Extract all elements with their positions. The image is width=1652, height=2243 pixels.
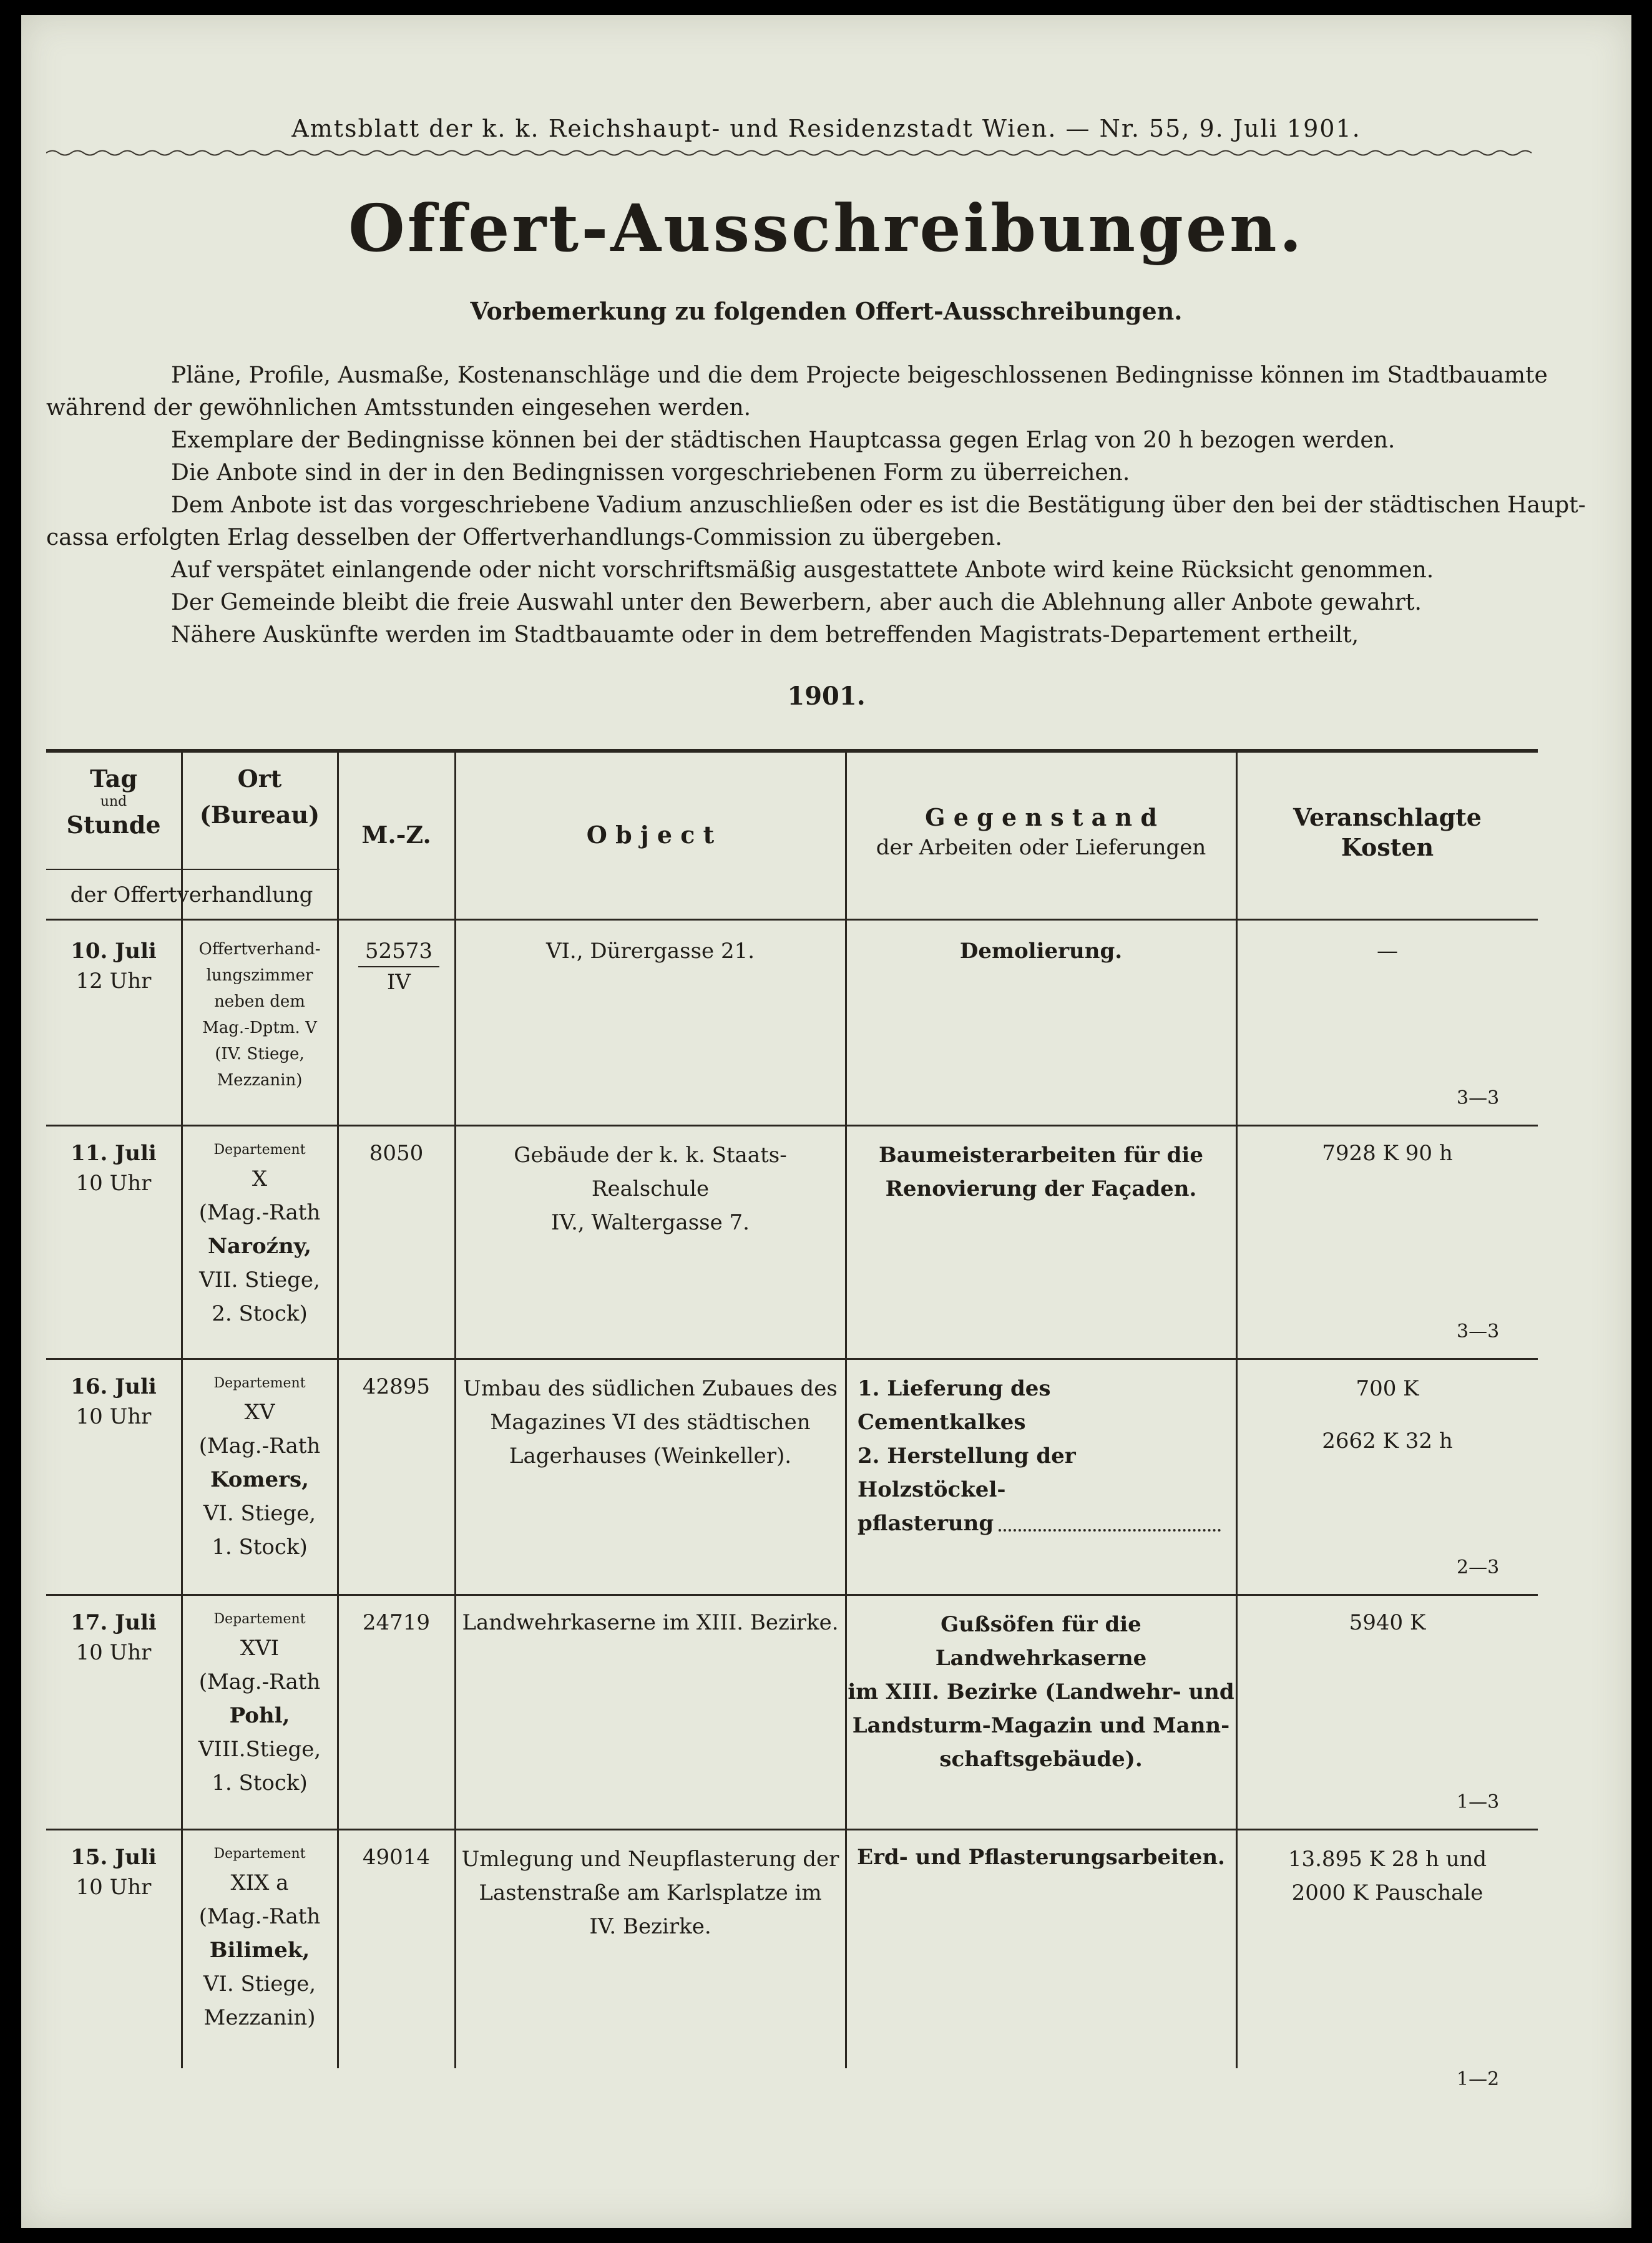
table-row-3-ref: 2—3: [1457, 1556, 1500, 1578]
ort-line: 1. Stock): [212, 1771, 308, 1796]
ort-line: XV: [244, 1400, 275, 1425]
table-row-5-gegenstand: Erd- und Pflasterungsarbeiten.: [857, 1845, 1225, 1870]
kosten-line: 2000 K Pauschale: [1291, 1880, 1483, 1905]
header-kosten-label-2: Kosten: [1341, 833, 1434, 861]
table-row-5-object: [456, 1842, 845, 1943]
table-row-2-ort: [182, 1138, 337, 1331]
ort-line: VIII.Stiege,: [198, 1737, 321, 1762]
header-gegenstand-label: G e g e n s t a n d: [925, 803, 1157, 831]
gegenstand-line: Baumeisterarbeiten für die: [879, 1143, 1203, 1168]
table-row-5-date: [46, 1842, 181, 1902]
table-row-3-kosten: [1237, 1372, 1538, 1458]
table-row-4-mz: 24719: [362, 1610, 431, 1635]
running-head: Amtsblatt der k. k. Reichshaupt- und Residenzstadt Wien. — Nr. 55, 9. Juli 1901.: [291, 115, 1361, 142]
object-line: Lastenstraße am Karlsplatze im: [479, 1880, 822, 1905]
header-gegenstand-sub: der Arbeiten oder Lieferungen: [876, 835, 1206, 860]
table-row-2-kosten: 7928 K 90 h: [1322, 1141, 1453, 1166]
row-rule: [46, 1358, 1538, 1360]
ort-line: (Mag.-Rath: [198, 1669, 321, 1694]
ort-line: (Mag.-Rath: [198, 1434, 321, 1459]
header-bottom-rule: [46, 919, 1538, 921]
table-row-3-gegenstand: [858, 1372, 1226, 1540]
table-row-3-date: [46, 1372, 181, 1432]
object-line: IV. Bezirke.: [589, 1914, 711, 1939]
header-offertverhandlung: der Offertverhandlung: [70, 882, 313, 907]
object-line: Magazines VI des städtischen: [490, 1410, 811, 1435]
header-und-label: und: [100, 794, 127, 809]
header-ort-label: Ort: [237, 765, 282, 793]
mz-sub: IV: [387, 970, 411, 995]
kosten-line: 13.895 K 28 h und: [1288, 1847, 1487, 1872]
header-sub-rule: [46, 869, 340, 870]
ort-line: VI. Stiege,: [203, 1501, 316, 1526]
table-row-2-object: [456, 1138, 845, 1239]
intro-p6: Der Gemeinde bleibt die freie Auswahl unter den Bewerbern, aber auch die Ablehnung aller Anbote gewahrt.: [171, 590, 1422, 615]
header-bureau-label: (Bureau): [199, 801, 320, 829]
table-row-4-ort: [182, 1608, 337, 1800]
table-row-1-mz: [358, 936, 439, 997]
row-time: 10 Uhr: [76, 1875, 152, 1900]
gegenstand-line: Landsturm-Magazin und Mann-: [852, 1713, 1230, 1738]
header-tag: [46, 764, 181, 840]
header-stunde-label: Stunde: [66, 811, 161, 839]
ort-line: Offertverhand-: [198, 940, 321, 959]
table-row-2-gegenstand: [846, 1138, 1236, 1206]
dot-leader: [999, 1507, 1221, 1532]
ort-line: XVI: [240, 1636, 280, 1661]
mz-value: 52573: [358, 936, 439, 967]
object-line: Lagerhauses (Weinkeller).: [509, 1444, 792, 1468]
row-date: 15. Juli: [71, 1845, 157, 1870]
table-row-1-object: VI., Dürergasse 21.: [545, 939, 755, 964]
ort-line: 1. Stock): [212, 1535, 308, 1560]
table-row-5-kosten: [1237, 1842, 1538, 1910]
page-title: Offert-Ausschreibungen.: [348, 190, 1304, 266]
header-mz: M.-Z.: [361, 821, 431, 849]
ort-line: Departement: [213, 1611, 306, 1627]
ort-line: X: [252, 1166, 268, 1191]
intro-p4-line2: cassa erfolgten Erlag desselben der Offertverhandlungs-Commission zu übergeben.: [46, 525, 1002, 550]
object-line: Umbau des südlichen Zubaues des: [463, 1376, 838, 1401]
row-date: 16. Juli: [71, 1374, 157, 1399]
intro-p7: Nähere Auskünfte werden im Stadtbauamte oder in dem betreffenden Magistrats-Departement ertheilt,: [171, 622, 1359, 648]
row-time: 10 Uhr: [76, 1404, 152, 1429]
ort-line: (Mag.-Rath: [198, 1904, 321, 1929]
ort-line: Mag.-Dptm. V: [202, 1019, 317, 1037]
table-row-2-ref: 3—3: [1457, 1321, 1500, 1342]
row-rule: [46, 1594, 1538, 1596]
wavy-rule: [46, 149, 1538, 157]
header-tag-label: Tag: [90, 765, 137, 793]
kosten-line: 2662 K 32 h: [1322, 1429, 1453, 1454]
gegenstand-item-1: [858, 1372, 1226, 1439]
row-time: 12 Uhr: [76, 969, 152, 994]
row-time: 10 Uhr: [76, 1640, 152, 1665]
header-kosten: [1237, 803, 1538, 863]
gegenstand-line: im XIII. Bezirke (Landwehr- und: [848, 1679, 1234, 1704]
gegenstand-line: schaftsgebäude).: [939, 1747, 1143, 1772]
table-row-1-ort: [182, 936, 337, 1093]
table-row-3-object: [456, 1372, 845, 1473]
header-object: O b j e c t: [586, 821, 715, 849]
table-row-3-ort: [182, 1372, 337, 1564]
table-top-rule: [46, 749, 1538, 753]
intro-p1-line1: Pläne, Profile, Ausmaße, Kostenanschläge und die dem Projecte beigeschlossenen Bedingnisse können im Stadtbauamte: [171, 363, 1548, 388]
table-row-1-kosten: —: [1377, 939, 1398, 964]
table-row-4-object: Landwehrkaserne im XIII. Bezirke.: [462, 1610, 839, 1635]
table-row-5-ref: 1—2: [1457, 2068, 1500, 2090]
gegenstand-item-2: [858, 1507, 1226, 1540]
table-row-5-mz: 49014: [362, 1845, 431, 1870]
table-row-3-mz: 42895: [362, 1374, 431, 1399]
row-rule: [46, 1829, 1538, 1830]
row-time: 10 Uhr: [76, 1171, 152, 1196]
ort-line: Mezzanin): [203, 2005, 316, 2030]
ort-line: Naroźny,: [207, 1234, 312, 1259]
table-row-1-ref: 3—3: [1457, 1087, 1500, 1109]
year-heading: 1901.: [787, 682, 866, 711]
ort-line: (IV. Stiege,: [215, 1045, 305, 1063]
header-gegenstand: [846, 803, 1236, 863]
ort-line: neben dem: [214, 992, 305, 1011]
table-row-5-ort: [182, 1842, 337, 2035]
table-row-1-date: [46, 936, 181, 996]
table-row-2-mz: 8050: [369, 1141, 424, 1166]
header-kosten-label-1: Veranschlagte: [1293, 803, 1482, 831]
row-date: 11. Juli: [71, 1141, 157, 1166]
ort-line: Komers,: [210, 1467, 309, 1492]
kosten-line: 700 K: [1356, 1376, 1419, 1401]
intro-p1-line2: während der gewöhnlichen Amtsstunden eingesehen werden.: [46, 395, 751, 421]
gegenstand-line: Gußsöfen für die Landwehrkaserne: [935, 1612, 1147, 1671]
gegenstand-line: Renovierung der Façaden.: [885, 1176, 1197, 1201]
ort-line: lungszimmer: [206, 966, 313, 985]
row-date: 10. Juli: [71, 939, 157, 964]
table-row-1-gegenstand: Demolierung.: [959, 939, 1123, 964]
ort-line: VI. Stiege,: [203, 1972, 316, 1996]
ort-line: XIX a: [230, 1870, 289, 1895]
intro-p3: Die Anbote sind in der in den Bedingnissen vorgeschriebenen Form zu überreichen.: [171, 460, 1130, 486]
ort-line: (Mag.-Rath: [198, 1200, 321, 1225]
table-row-4-gegenstand: [846, 1608, 1236, 1776]
object-line: Gebäude der k. k. Staats-Realschule: [514, 1143, 787, 1201]
ort-line: Departement: [213, 1142, 306, 1158]
ort-line: Pohl,: [229, 1703, 290, 1728]
gegenstand-line: 2. Herstellung der Holzstöckel-: [858, 1444, 1076, 1502]
table-row-2-date: [46, 1138, 181, 1198]
object-line: IV., Waltergasse 7.: [551, 1210, 750, 1235]
ort-line: Departement: [213, 1846, 306, 1862]
table-row-4-date: [46, 1608, 181, 1668]
ort-line: VII. Stiege,: [199, 1268, 320, 1293]
document-page: [21, 15, 1631, 2228]
row-date: 17. Juli: [71, 1610, 157, 1635]
ort-line: Bilimek,: [209, 1938, 310, 1963]
subtitle: Vorbemerkung zu folgenden Offert-Ausschreibungen.: [470, 297, 1183, 325]
intro-p2: Exemplare der Bedingnisse können bei der städtischen Hauptcassa gegen Erlag von 20 h bezogen werden.: [171, 428, 1395, 453]
ort-line: Mezzanin): [217, 1071, 303, 1090]
table-row-4-kosten: 5940 K: [1349, 1610, 1426, 1635]
header-ort: [182, 764, 337, 830]
object-line: Umlegung und Neupflasterung der: [461, 1847, 839, 1872]
ort-line: Departement: [213, 1376, 306, 1391]
row-rule: [46, 1125, 1538, 1126]
intro-p4-line1: Dem Anbote ist das vorgeschriebene Vadium anzuschließen oder es ist die Bestätigung über den bei der städtischen Haupt-: [171, 492, 1586, 518]
table-row-4-ref: 1—3: [1457, 1791, 1500, 1813]
gegenstand-line: 1. Lieferung des Cementkalkes: [858, 1376, 1051, 1435]
intro-p5: Auf verspätet einlangende oder nicht vorschriftsmäßig ausgestattete Anbote wird keine Rücksicht genommen.: [171, 557, 1434, 583]
gegenstand-line: pflasterung: [858, 1511, 994, 1536]
ort-line: 2. Stock): [212, 1301, 308, 1326]
